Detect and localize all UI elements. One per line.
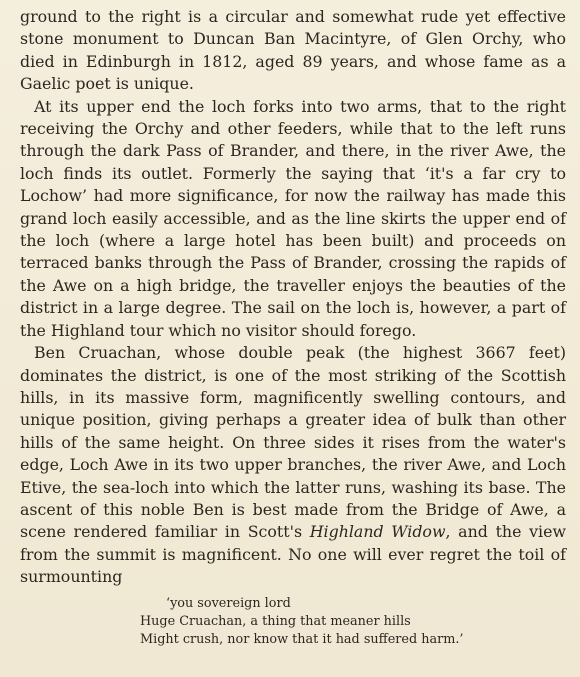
verse-line-3: Might crush, nor know that it had suffered harm.’ — [140, 631, 464, 647]
verse-quotation — [140, 595, 566, 649]
paragraph-loch-forks: At its upper end the loch forks into two arms, that to the right receiving the Orchy and other feeders, while that to the left runs through the dark Pass of Brander, and there, in the river Awe, the loch finds its outlet. Formerly the saying that ‘it's a far cry to Lochow’ had more significance, for now the railway has made this grand loch easily accessible, and as the line skirts the upper end of the loch (where a large hotel has been built) and proceeds on terraced banks through the Pass of Brander, crossing the rapids of the Awe on a high bridge, the traveller enjoys the beauties of the district in a large degree. The sail on the loch is, however, a part of the Highland tour which no visitor should forego. — [20, 96, 566, 340]
paragraph-monument: ground to the right is a circular and somewhat rude yet effective stone monument to Duncan Ban Macintyre, of Glen Orchy, who died in Edinburgh in 1812, aged 89 years, and whose fame as a Gaelic poet is unique. — [20, 7, 566, 94]
ben-text-after: , and the view from the summit is magnificent. No one will ever regret the toil of surmounting — [20, 522, 566, 587]
ben-text-before: Ben Cruachan, whose double peak (the highest 3667 feet) dominates the district, is one of the most striking of the Scottish hills, in its massive form, magnificently swelling contours, and unique position, giving perhaps a greater idea of bulk than other hills of the same height. On three sides it rises from the water's edge, Loch Awe in its two upper branches, the river Awe, and Loch Etive, the sea-loch into which the latter runs, washing its base. The ascent of this noble Ben is best made from the Bridge of Awe, a scene rendered familiar in Scott's — [20, 343, 566, 542]
verse-line-2: Huge Cruachan, a thing that meaner hills — [140, 613, 411, 629]
book-title-highland-widow: Highland Widow — [309, 522, 446, 542]
verse-line-1: ‘you sovereign lord — [166, 595, 291, 611]
paragraph-ben-cruachan — [20, 342, 566, 588]
